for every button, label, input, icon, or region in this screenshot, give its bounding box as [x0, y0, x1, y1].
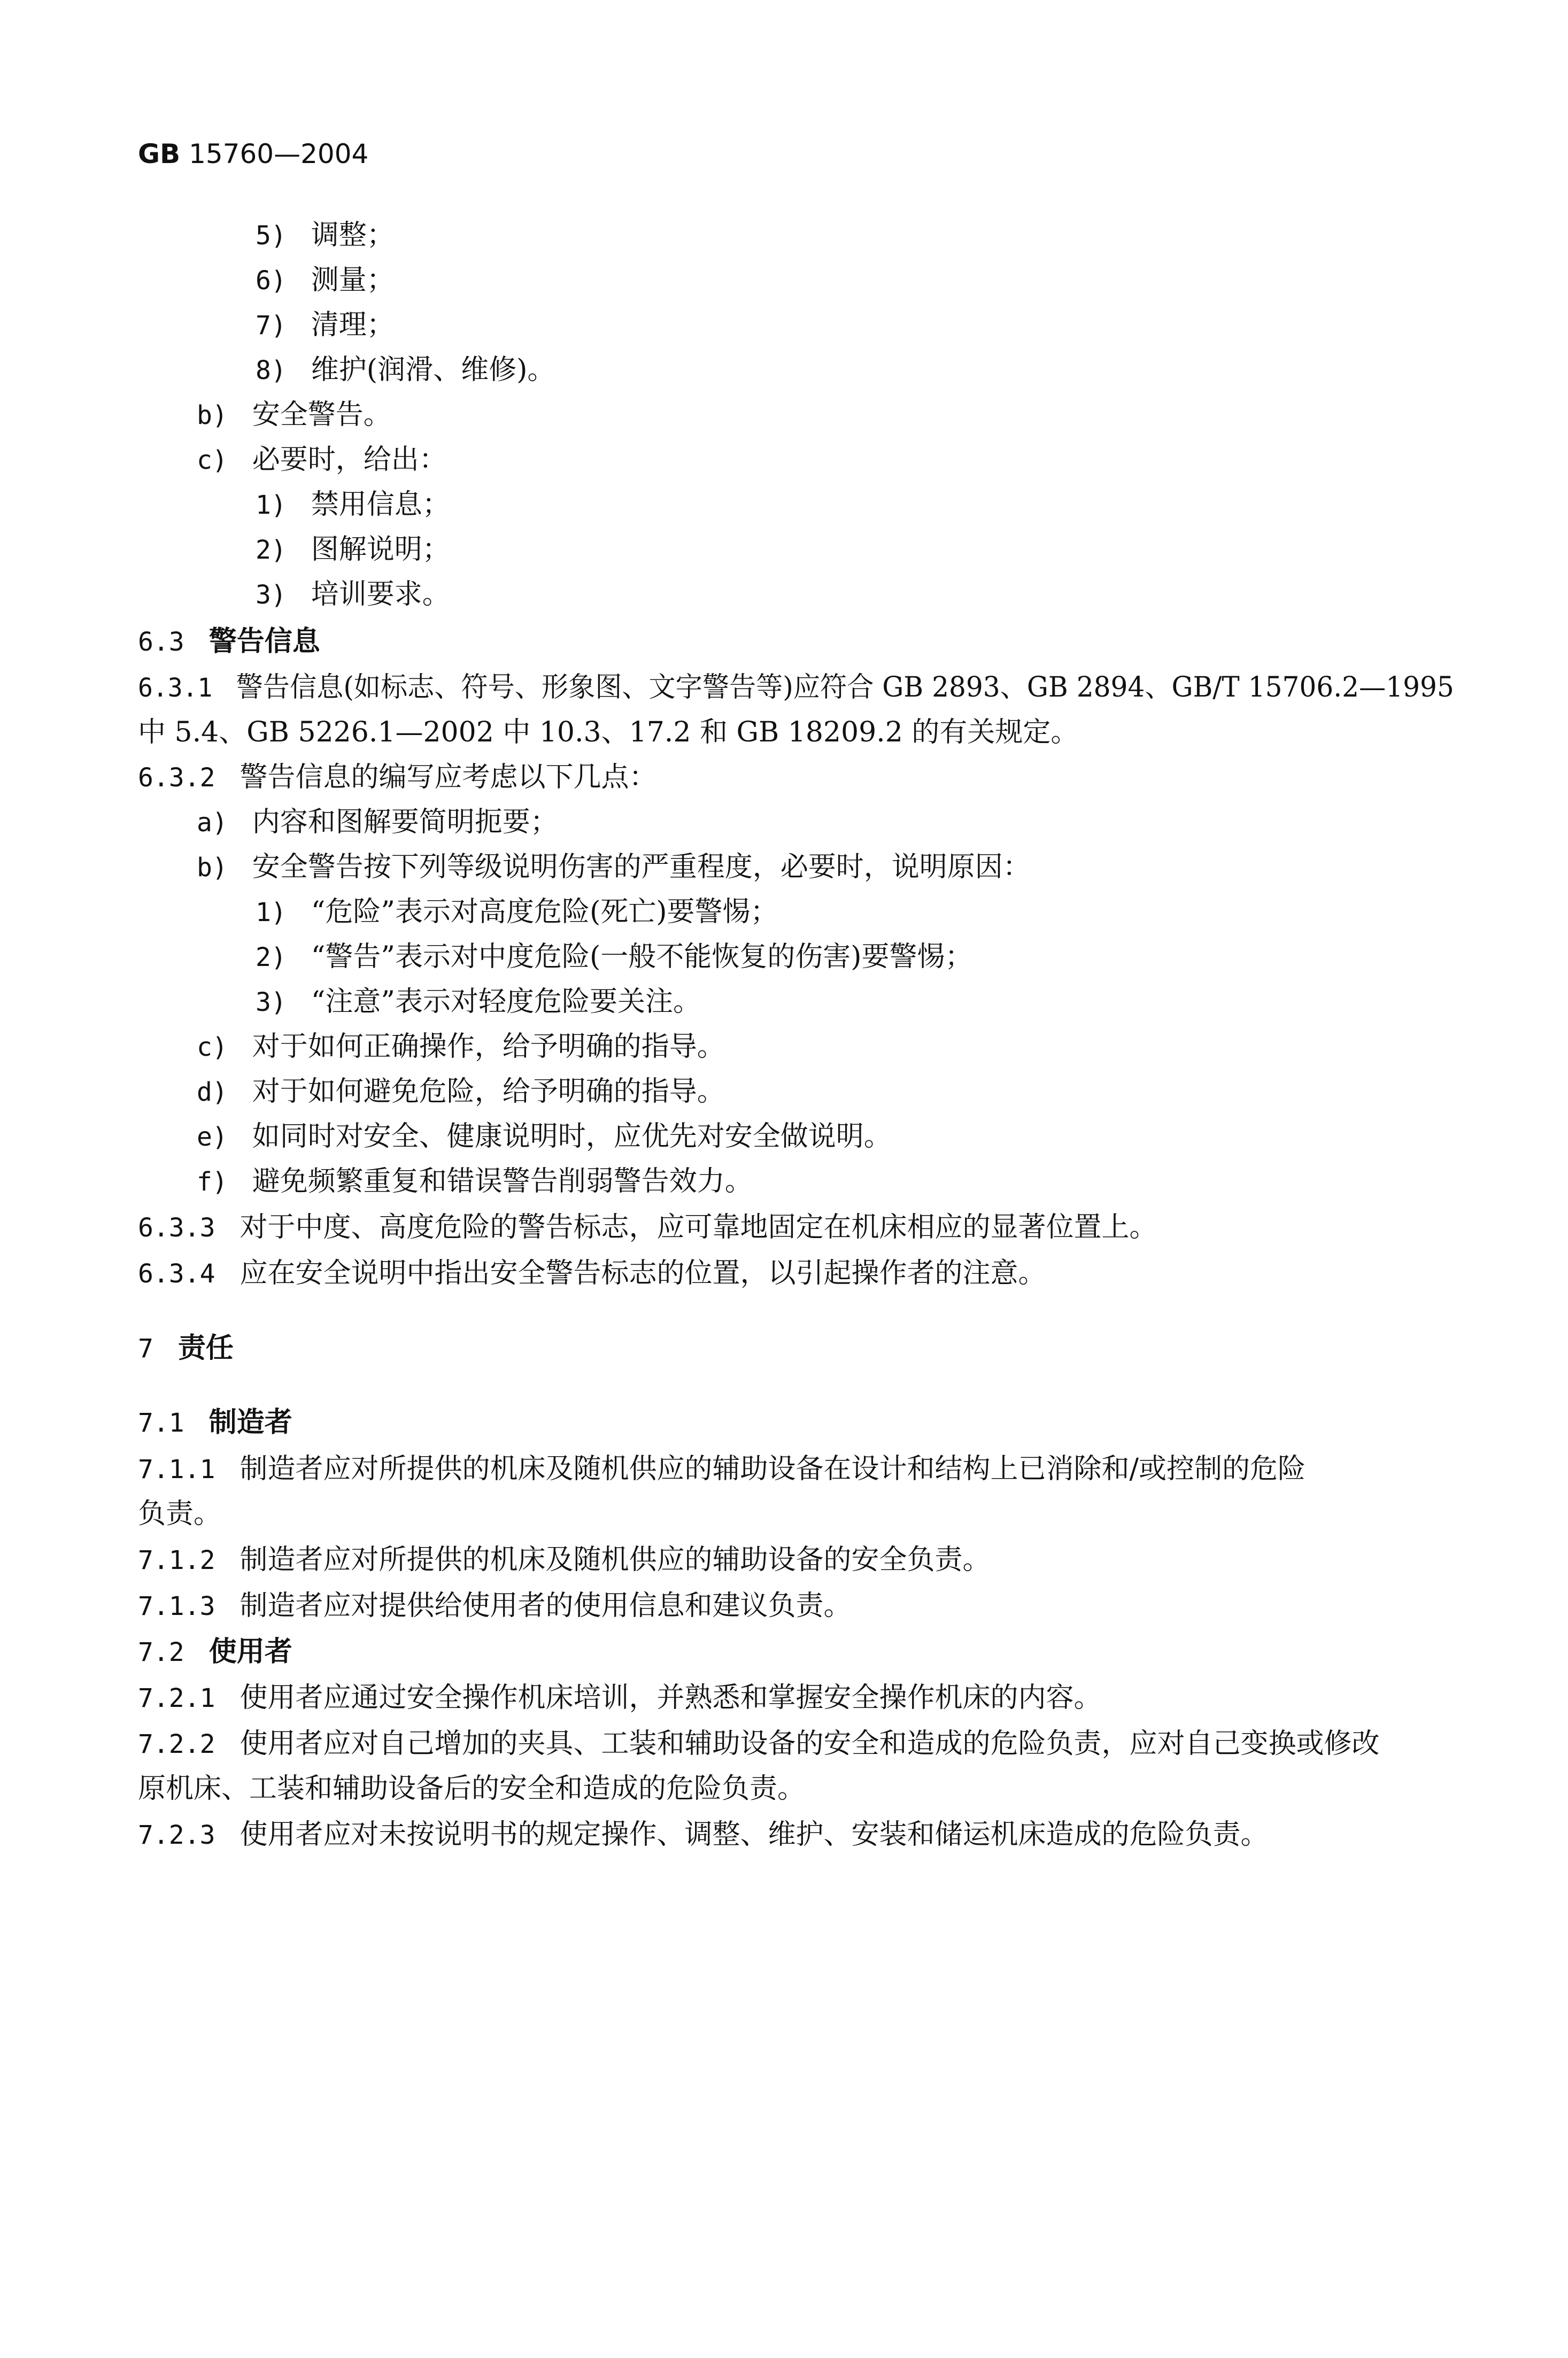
- list-item: [256, 983, 701, 1021]
- clause-text: 负责。: [138, 1498, 222, 1530]
- list-item: [256, 531, 450, 569]
- item-text: 图解说明；: [311, 534, 450, 566]
- clause-number: 6.3.4: [138, 1259, 215, 1289]
- item-number: e): [197, 1122, 228, 1152]
- clause-continuation: [138, 714, 1078, 751]
- list-item: [256, 576, 450, 614]
- clause: [138, 1209, 1157, 1247]
- list-item: [197, 848, 1031, 886]
- item-text: 避免频繁重复和错误警告削弱警告效力。: [252, 1165, 753, 1197]
- item-number: b): [197, 853, 228, 883]
- item-text: 调整；: [311, 219, 395, 251]
- list-item: [197, 396, 391, 434]
- item-text: “注意”表示对轻度危险要关注。: [311, 986, 701, 1018]
- item-number: f): [197, 1167, 228, 1197]
- clause-text: 中 5.4、GB 5226.1—2002 中 10.3、17.2 和 GB 18209.2 的有关规定。: [138, 716, 1079, 748]
- clause-number: 7.1.3: [138, 1591, 215, 1621]
- section-number: 6.3: [138, 627, 184, 657]
- list-item: [256, 893, 778, 931]
- clause-text: 原机床、工装和辅助设备后的安全和造成的危险负责。: [138, 1773, 806, 1805]
- section-title: 使用者: [208, 1636, 292, 1668]
- section-heading: [138, 1633, 292, 1671]
- standard-number: 15760—2004: [189, 138, 369, 169]
- clause-number: 7.2.1: [138, 1683, 215, 1713]
- clause-number: 7.2.3: [138, 1820, 215, 1850]
- list-item: [197, 1118, 892, 1156]
- list-item: [197, 1073, 725, 1111]
- list-item: [256, 217, 395, 254]
- clause-text: 使用者应通过安全操作机床培训，并熟悉和掌握安全操作机床的内容。: [240, 1682, 1102, 1714]
- item-number: a): [197, 808, 228, 838]
- clause-text: 警告信息的编写应考虑以下几点：: [240, 761, 657, 793]
- clause-text: 使用者应对未按说明书的规定操作、调整、维护、安装和储运机床造成的危险负责。: [240, 1819, 1269, 1851]
- item-number: c): [197, 445, 228, 475]
- list-item: [197, 441, 447, 479]
- clause-text: 制造者应对提供给使用者的使用信息和建议负责。: [240, 1590, 852, 1622]
- item-number: 2): [256, 942, 287, 972]
- item-text: “警告”表示对中度危险(一般不能恢复的伤害)要警惕；: [311, 941, 973, 973]
- clause-text: 对于中度、高度危险的警告标志，应可靠地固定在机床相应的显著位置上。: [240, 1211, 1157, 1243]
- clause: [138, 669, 1454, 707]
- clause-continuation: [138, 1770, 805, 1807]
- list-item: [256, 486, 450, 524]
- list-item: [197, 1028, 725, 1066]
- clause: [138, 1541, 991, 1579]
- item-number: 8): [256, 355, 287, 385]
- list-item: [197, 1163, 753, 1201]
- item-number: b): [197, 400, 228, 430]
- clause: [138, 1816, 1269, 1854]
- item-number: 3): [256, 580, 287, 610]
- clause: [138, 1587, 852, 1625]
- section-heading: [138, 623, 320, 661]
- item-number: 7): [256, 311, 287, 341]
- clause: [138, 1450, 1306, 1488]
- item-number: 2): [256, 535, 287, 565]
- item-text: “危险”表示对高度危险(死亡)要警惕；: [311, 896, 778, 928]
- chapter-number: 7: [138, 1334, 153, 1364]
- item-number: d): [197, 1077, 228, 1107]
- item-text: 清理；: [311, 309, 395, 341]
- item-text: 安全警告。: [252, 399, 391, 431]
- list-item: [256, 306, 395, 344]
- item-number: c): [197, 1032, 228, 1062]
- clause-number: 7.1.2: [138, 1545, 215, 1575]
- clause-number: 7.1.1: [138, 1455, 215, 1485]
- section-heading: [138, 1404, 292, 1442]
- list-item: [197, 803, 558, 841]
- list-item: [256, 351, 555, 389]
- item-text: 必要时，给出：: [252, 444, 447, 476]
- item-text: 测量；: [311, 264, 395, 296]
- item-number: 1): [256, 898, 287, 927]
- clause-number: 6.3.2: [138, 763, 215, 793]
- item-text: 培训要求。: [311, 578, 450, 610]
- item-text: 对于如何正确操作，给予明确的指导。: [252, 1031, 725, 1063]
- item-number: 3): [256, 987, 287, 1017]
- section-number: 7.2: [138, 1637, 184, 1667]
- clause-text: 使用者应对自己增加的夹具、工装和辅助设备的安全和造成的危险负责，应对自己变换或修改: [240, 1728, 1380, 1760]
- standard-header: [138, 138, 368, 170]
- item-text: 内容和图解要简明扼要；: [252, 806, 558, 838]
- section-title: 警告信息: [208, 625, 320, 658]
- item-number: 1): [256, 490, 287, 520]
- item-number: 5): [256, 221, 287, 251]
- item-text: 如同时对安全、健康说明时，应优先对安全做说明。: [252, 1120, 892, 1153]
- clause-number: 7.2.2: [138, 1729, 215, 1759]
- clause: [138, 759, 657, 797]
- clause: [138, 1679, 1102, 1717]
- clause-text: 制造者应对所提供的机床及随机供应的辅助设备在设计和结构上已消除和/或控制的危险: [240, 1453, 1306, 1485]
- item-text: 对于如何避免危险，给予明确的指导。: [252, 1076, 725, 1108]
- clause-number: 6.3.3: [138, 1213, 215, 1243]
- list-item: [256, 261, 395, 299]
- clause: [138, 1725, 1380, 1763]
- clause-number: 6.3.1: [138, 673, 213, 703]
- item-text: 安全警告按下列等级说明伤害的严重程度，必要时，说明原因：: [252, 851, 1031, 883]
- section-title: 制造者: [208, 1406, 292, 1439]
- clause: [138, 1255, 1046, 1293]
- clause-text: 制造者应对所提供的机床及随机供应的辅助设备的安全负责。: [240, 1544, 991, 1576]
- clause-text: 应在安全说明中指出安全警告标志的位置，以引起操作者的注意。: [240, 1257, 1046, 1289]
- standard-prefix: GB: [138, 138, 181, 169]
- item-text: 禁用信息；: [311, 489, 450, 521]
- clause-continuation: [138, 1495, 221, 1533]
- item-text: 维护(润滑、维修)。: [311, 354, 555, 386]
- list-item: [256, 938, 973, 976]
- section-number: 7.1: [138, 1408, 184, 1438]
- item-number: 6): [256, 266, 287, 296]
- chapter-heading: [138, 1329, 234, 1367]
- clause-text: 警告信息(如标志、符号、形象图、文字警告等)应符合 GB 2893、GB 2894、GB/T 15706.2—1995: [236, 671, 1454, 703]
- chapter-title: 责任: [177, 1332, 234, 1364]
